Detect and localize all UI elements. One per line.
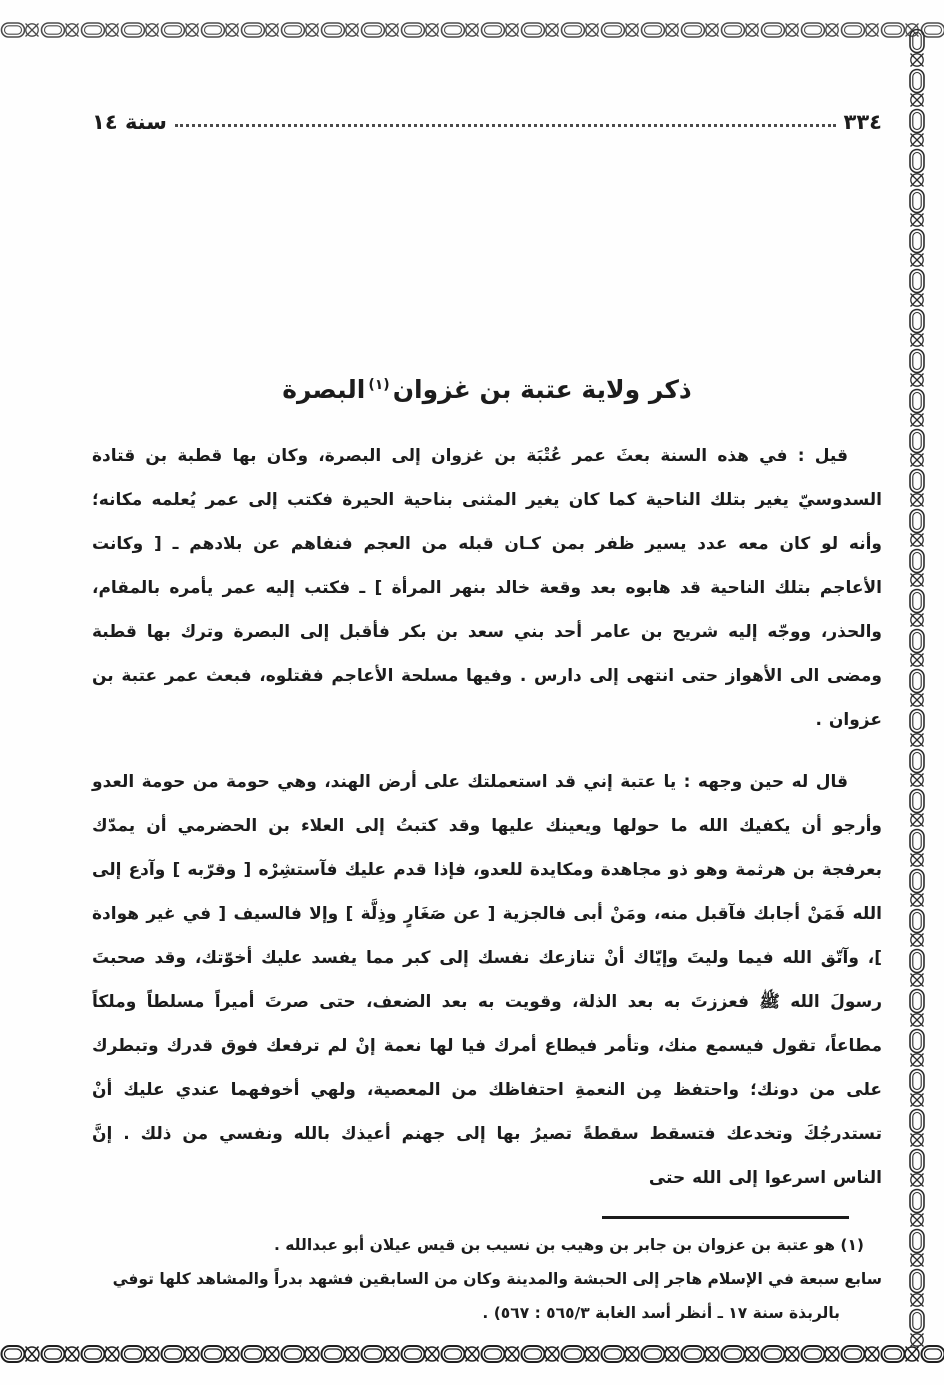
chain-border-bottom-icon	[0, 1341, 944, 1367]
dotted-leader	[175, 124, 836, 127]
body-paragraph-2: قال له حين وجهه : يا عتبة إني قد استعملتك على أرض الهند، وهي حومة من حومة العدو وأرجو أن يكفيك الله ما حولها ويعينك عليها وقد كتبتُ إلى العلاء بن الحضرمي أن يمدّك بعرفجة بن هرثمة وهو ذو مجاهدة ومكايدة للعدو، فإذا قدم عليك فآستشِرْه [ وقرّبه ] وآدع إلى الله فَمَنْ أجابك فآقبل منه، ومَنْ أبى فالجزية [ عن صَغَارٍ وذِلَّة ] وإلا فالسيف [ في غير هوادة ]، وآتّق الله فيما وليتَ وإيّاك أنْ تنازعك نفسك إلى كبر مما يفسد عليك أخوّتك، وقد صحبتَ رسولَ الله ﷺ فعززتَ به بعد الذلة، وقويت به بعد الضعف، حتى صرتَ أميراً مسلطاً وملكاً مطاعاً، تقول فيسمع منك، وتأمر فيطاع أمرك فيا لها نعمة إنْ لم ترفعك فوق قدرك وتبطرك على من دونك؛ واحتفظ مِن النعمةِ احتفاظك من المعصية، ولهي أخوفهما عندي عليك أنْ تستدرجُكَ وتخدعك فتسقط سقطةً تصيرُ بها إلى جهنم أعيذك بالله ونفسي من ذلك . إنَّ الناس اسرعوا إلى الله حتى	[92, 772, 882, 1188]
page-header	[92, 96, 882, 134]
page-number: ٣٣٤	[843, 110, 882, 134]
page-year-label: سنة ١٤	[92, 110, 167, 134]
footnote-block	[92, 1216, 882, 1330]
body-paragraph-1: قيل : في هذه السنة بعثَ عمر عُتْبَة بن غزوان إلى البصرة، وكان بها قطبة بن قتادة السدوسيّ يغير بتلك الناحية كما كان يغير المثنى بناحية الحيرة فكتب إلى عمر يُعلمه مكانه؛ وأنه لو كان معه عدد يسير ظفر بمن كـان قبله من العجم فنفاهم عن بلادهم ـ [ وكانت الأعاجم بتلك الناحية قد هابوه بعد وقعة خالد بنهر المرأة ] ـ فكتب إليه عمر يأمره بالمقام، والحذر، ووجّه إليه شريح بن عامر أحد بني سعد بن بكر فأقبل إلى البصرة وترك بها قطبة ومضى الى الأهواز حتى انتهى إلى دارس . وفيها مسلحة الأعاجم فقتلوه، فبعث عمر عتبة بن عزوان .	[92, 446, 882, 730]
page-content	[92, 96, 882, 1330]
chain-border-top-icon	[0, 19, 944, 41]
footnote-line-1: (١) هو عتبة بن عزوان بن جابر بن وهيب بن نسيب بن قيس عيلان أبو عبدالله .	[273, 1236, 864, 1254]
footnote-ref-marker: (١)	[368, 377, 390, 393]
heading-text-before: ذكر ولاية عتبة بن غزوان	[392, 375, 692, 404]
footnote-line-2: سابع سبعة في الإسلام هاجر إلى الحبشة والمدينة وكان من السابقين فشهد بدراً والمشاهد كلها توفي	[112, 1270, 882, 1288]
chain-border-right-icon	[906, 28, 928, 1348]
footnote-separator	[602, 1216, 849, 1219]
footnote-line-3: بالربذة سنة ١٧ ـ أنظر أسد الغابة ٥٦٥/٣ : ٥٦٧) .	[482, 1304, 840, 1322]
heading-text-after: البصرة	[282, 375, 366, 404]
section-heading	[92, 364, 882, 411]
